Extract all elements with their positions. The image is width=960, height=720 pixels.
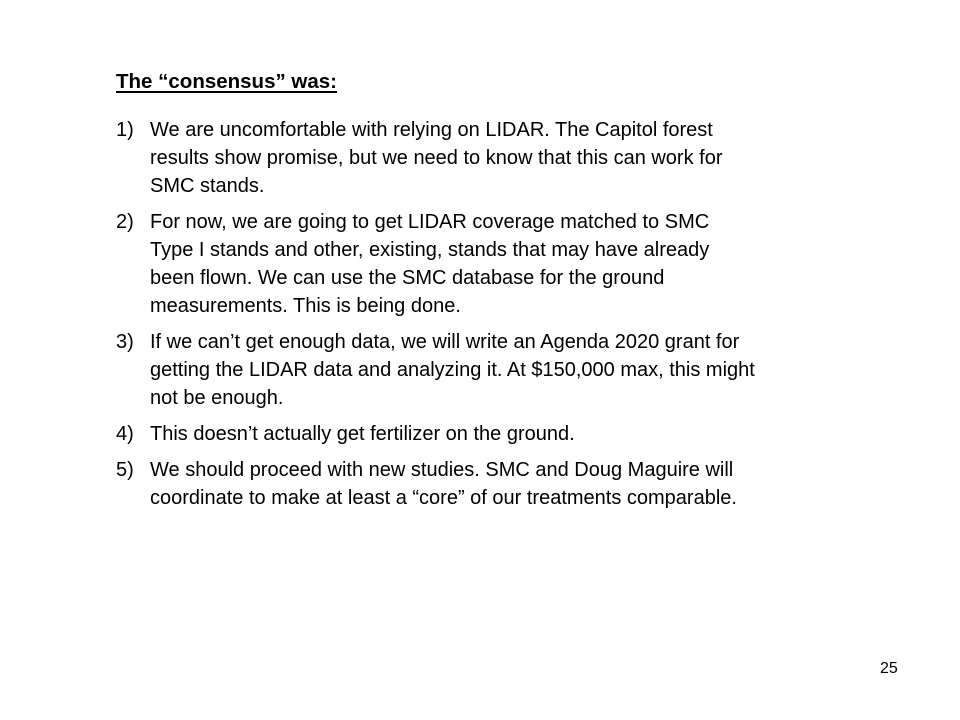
list-item	[116, 456, 896, 512]
item-number: 4)	[116, 423, 134, 445]
item-line: getting the LIDAR data and analyzing it. At $150,000 max, this might	[150, 359, 755, 381]
item-line: For now, we are going to get LIDAR coverage matched to SMC	[150, 211, 710, 233]
item-line: Type I stands and other, existing, stands that may have already	[150, 239, 710, 261]
item-line: We should proceed with new studies. SMC and Doug Maguire will	[150, 459, 734, 481]
list-item	[116, 208, 896, 320]
item-line: results show promise, but we need to know that this can work for	[150, 147, 723, 169]
item-number: 1)	[116, 119, 134, 141]
list-item	[116, 328, 896, 412]
item-line: measurements. This is being done.	[150, 295, 461, 317]
page-number: 25	[880, 660, 898, 677]
list-item	[116, 420, 896, 448]
item-number: 5)	[116, 459, 134, 481]
item-line: been flown. We can use the SMC database for the ground	[150, 267, 665, 289]
slide-heading: The “consensus” was:	[116, 70, 338, 93]
item-number: 3)	[116, 331, 134, 353]
item-line: We are uncomfortable with relying on LIDAR. The Capitol forest	[150, 119, 713, 141]
item-line: This doesn’t actually get fertilizer on the ground.	[150, 423, 575, 445]
item-line: SMC stands.	[150, 175, 265, 197]
item-line: coordinate to make at least a “core” of our treatments comparable.	[150, 487, 737, 509]
numbered-list	[116, 116, 896, 520]
item-number: 2)	[116, 211, 134, 233]
item-text	[150, 328, 755, 412]
item-text	[150, 116, 723, 200]
item-text	[150, 208, 709, 320]
item-text	[150, 456, 737, 512]
list-item	[116, 116, 896, 200]
item-text	[150, 420, 575, 448]
item-line: If we can’t get enough data, we will write an Agenda 2020 grant for	[150, 331, 740, 353]
item-line: not be enough.	[150, 387, 284, 409]
